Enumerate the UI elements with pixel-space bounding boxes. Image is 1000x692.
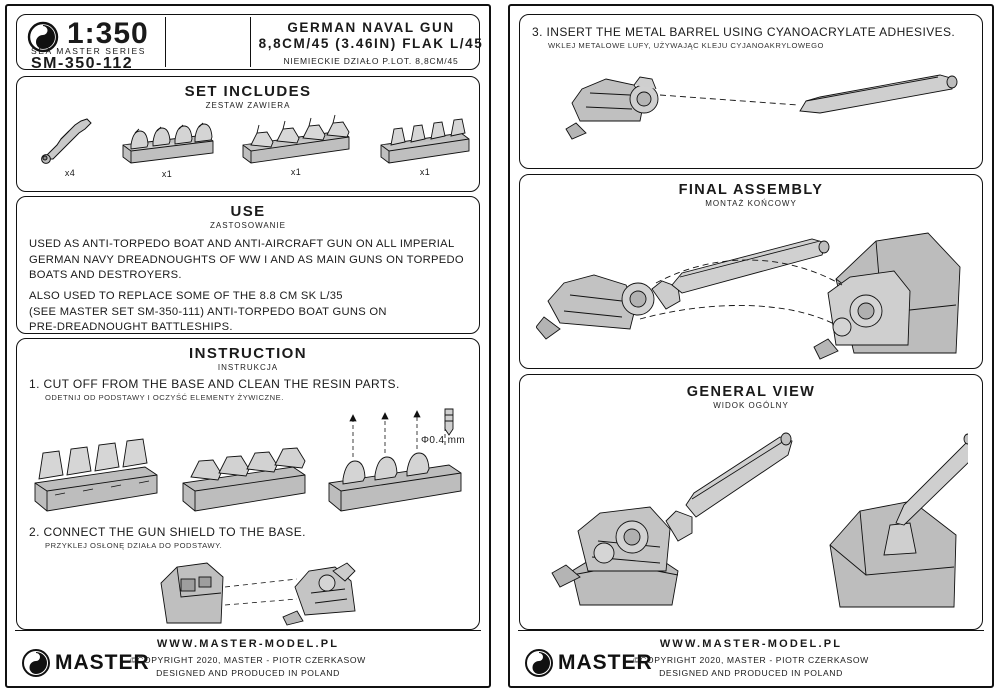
part-metal-barrels [35, 115, 105, 178]
left-page [5, 4, 491, 688]
right-page [508, 4, 994, 688]
step2-text: CONNECT THE GUN SHIELD TO THE BASE. [43, 525, 306, 539]
brand-label-left: MASTER [55, 651, 150, 674]
qty-label-4: x1 [419, 167, 431, 177]
header-divider-2 [250, 17, 251, 67]
right-footer [510, 630, 992, 686]
use-paragraph-2-line1: ALSO USED TO REPLACE SOME OF THE 8.8 CM SK L/35 [29, 290, 343, 302]
general-view-subtitle: WIDOK OGÓLNY [713, 401, 789, 410]
left-footer [7, 630, 489, 686]
final-assembly-panel [519, 174, 983, 369]
part-detail-parts-strip [237, 107, 355, 177]
part-gun-shields-strip [375, 107, 475, 177]
general-view-illustration [540, 425, 968, 615]
step3-illustration [560, 53, 970, 163]
gun-title-line2: 8,8CM/45 (3.46IN) FLAK L/45 [258, 36, 484, 51]
website-left[interactable]: WWW.MASTER-MODEL.PL [156, 638, 340, 650]
master-logo-right [524, 648, 653, 678]
use-panel [16, 196, 480, 334]
step3-text-pl: WKLEJ METALOWE LUFY, UŻYWAJĄC KLEJU CYJANOAKRYLOWEGO [548, 41, 824, 50]
instruction-subtitle: INSTRUKCJA [217, 363, 279, 372]
set-includes-subtitle: ZESTAW ZAWIERA [205, 101, 291, 110]
footer-divider [15, 630, 481, 631]
gun-title-line1: GERMAN NAVAL GUN [287, 20, 455, 35]
use-title: USE [230, 203, 266, 220]
brand-label-right: MASTER [558, 651, 653, 674]
final-assembly-subtitle: MONTAŻ KOŃCOWY [705, 199, 797, 208]
step1-text: CUT OFF FROM THE BASE AND CLEAN THE RESIN PARTS. [43, 377, 400, 391]
qty-label-2: x1 [161, 169, 173, 179]
made-in-left: DESIGNED AND PRODUCED IN POLAND [156, 668, 340, 678]
gun-title-polish: NIEMIECKIE DZIAŁO P.LOT. 8,8CM/45 [283, 56, 459, 66]
step1-text-pl: ODETNIJ OD PODSTAWY I OCZYŚĆ ELEMENTY ŻYWICZNE. [45, 393, 284, 402]
final-assembly-title: FINAL ASSEMBLY [678, 182, 824, 198]
copyright-right: ©COPYRIGHT 2020, MASTER - PIOTR CZERKASOW [633, 655, 869, 665]
set-includes-title: SET INCLUDES [184, 83, 312, 100]
header-box [16, 14, 484, 72]
drill-diameter-label: Φ0.4 mm [421, 435, 466, 446]
general-view-title: GENERAL VIEW [686, 384, 816, 400]
footer-divider-right [518, 630, 984, 631]
scale-label: 1:350 [67, 17, 149, 50]
set-includes-panel [16, 76, 480, 192]
sku-label: SM-350-112 [31, 55, 134, 72]
master-logo-left [21, 648, 150, 678]
qty-label-1: x4 [64, 168, 76, 178]
step2-illustration [137, 553, 397, 629]
instruction-title: INSTRUCTION [189, 345, 307, 362]
use-subtitle: ZASTOSOWANIE [209, 221, 286, 230]
step3-text: INSERT THE METAL BARREL USING CYANOACRYLATE ADHESIVES. [546, 25, 956, 39]
use-paragraph-1: USED AS ANTI-TORPEDO BOAT AND ANTI-AIRCRAFT GUN ON ALL IMPERIAL GERMAN NAVY DREADNOUGHTS OF WW I AND AS MAIN GUNS ON TORPEDO BOATS AND DESTROYERS. [29, 238, 464, 281]
made-in-right: DESIGNED AND PRODUCED IN POLAND [659, 668, 843, 678]
header-divider-1 [165, 17, 166, 67]
final-assembly-illustration [536, 219, 972, 364]
use-paragraph-2-line3: PRE-DREADNOUGHT BATTLESHIPS. [29, 321, 233, 333]
website-right[interactable]: WWW.MASTER-MODEL.PL [659, 638, 843, 650]
copyright-left: ©COPYRIGHT 2020, MASTER - PIOTR CZERKASOW [130, 655, 366, 665]
part-gun-bodies-strip [117, 109, 217, 179]
step3-number: 3. [532, 25, 543, 39]
step2-number: 2. [29, 525, 40, 539]
step1-number: 1. [29, 377, 40, 391]
step3-panel [519, 14, 983, 169]
step2-text-pl: PRZYKLEJ OSŁONĘ DZIAŁA DO PODSTAWY. [45, 541, 223, 550]
step1-illustration [25, 405, 473, 525]
use-paragraph-2-line2: (SEE MASTER SET SM-350-111) ANTI-TORPEDO BOAT GUNS ON [29, 305, 387, 318]
series-label: SEA MASTER SERIES [31, 46, 147, 56]
instruction-panel [16, 338, 480, 630]
qty-label-3: x1 [290, 167, 302, 177]
general-view-panel [519, 374, 983, 630]
